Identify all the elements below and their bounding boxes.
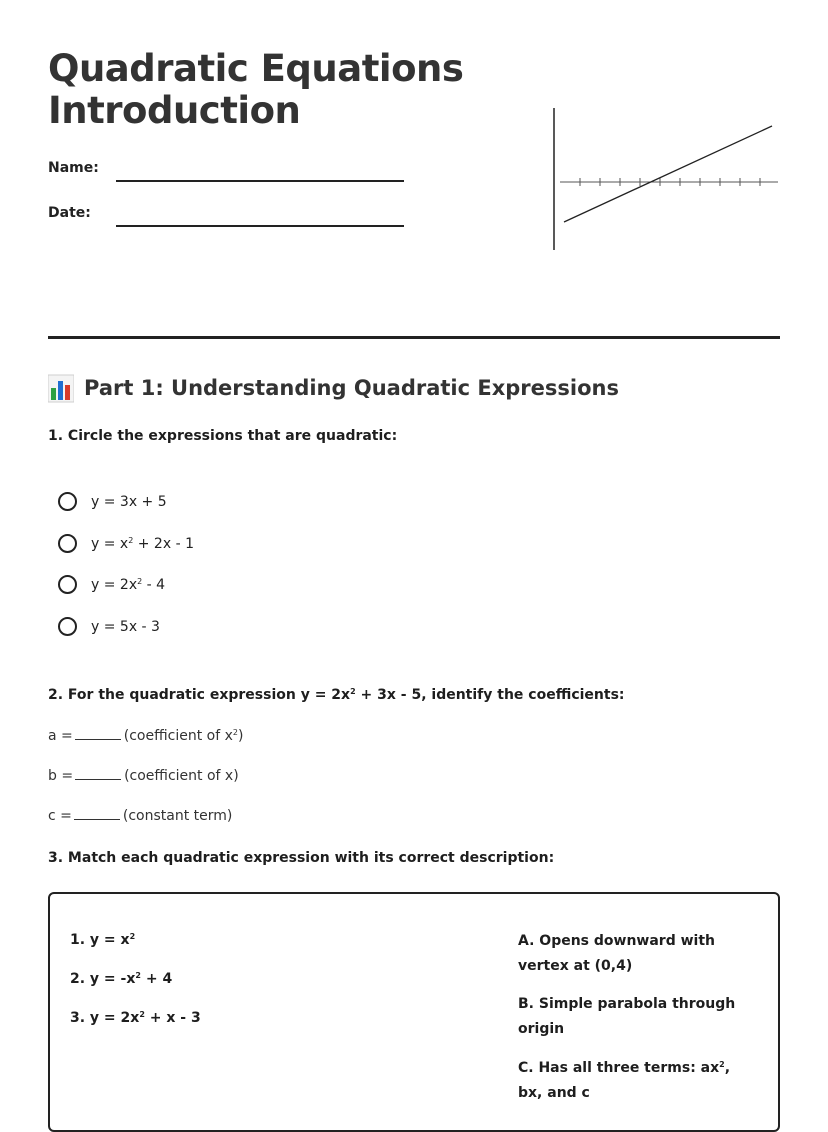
coef-c-blank[interactable] [74, 807, 120, 820]
bar-chart-icon [48, 373, 74, 403]
coef-b-row [48, 767, 239, 784]
match-description-a[interactable]: A. Opens downward with vertex at (0,4) [518, 933, 715, 974]
q1-option-1[interactable] [58, 492, 167, 511]
coef-a-blank[interactable] [75, 727, 121, 740]
match-expression-3[interactable]: 3. $y = 2x^2 + x - 3$ [70, 1010, 201, 1026]
coef-b-desc: (coefficient of x) [124, 768, 239, 784]
q2-prompt: 2. For the quadratic expression $y = 2x^2 + 3x - 5$, identify the coefficients: [48, 687, 625, 703]
worksheet-page [48, 0, 780, 1118]
coef-a-row [48, 727, 243, 744]
coef-a-desc: (coefficient of $x^2$) [123, 728, 244, 744]
matching-box [48, 892, 780, 1132]
part1-heading-text: Part 1: Understanding Quadratic Expressions [84, 376, 619, 400]
option-text: $y = 2x^2 - 4$ [91, 576, 166, 593]
q1-option-3[interactable] [58, 575, 165, 594]
match-expression-2[interactable]: 2. $y = -x^2 + 4$ [70, 971, 173, 987]
coef-c-desc: (constant term) [122, 808, 233, 824]
option-text: y = 5x - 3 [91, 618, 160, 635]
option-text: $y = x^2 + 2x - 1$ [91, 535, 194, 552]
name-field-line[interactable] [116, 180, 404, 182]
match-description-c[interactable]: C. Has all three terms: $ax^2$, bx, and c [518, 1060, 731, 1101]
option-circle[interactable] [58, 575, 77, 594]
title-line-2: Introduction [48, 89, 301, 132]
coef-b-blank[interactable] [75, 767, 121, 780]
title-line-1: Quadratic Equations [48, 47, 464, 90]
worksheet-title [48, 48, 468, 132]
match-expression-1[interactable]: 1. $y = x^2$ [70, 932, 136, 948]
linear-graph-illustration [550, 104, 782, 254]
graph-line [564, 126, 772, 222]
option-circle[interactable] [58, 617, 77, 636]
section-divider [48, 336, 780, 339]
coef-a-label: a = [48, 728, 73, 744]
match-description-b[interactable]: B. Simple parabola through origin [518, 996, 736, 1037]
name-label: Name: [48, 160, 99, 176]
date-label: Date: [48, 205, 91, 221]
coef-c-row [48, 807, 232, 824]
option-text: y = 3x + 5 [91, 493, 167, 510]
option-circle[interactable] [58, 492, 77, 511]
q1-option-4[interactable] [58, 617, 160, 636]
coef-c-label: c = [48, 808, 72, 824]
option-circle[interactable] [58, 534, 77, 553]
part1-heading [48, 373, 619, 403]
date-field-line[interactable] [116, 225, 404, 227]
q1-option-2[interactable] [58, 534, 194, 553]
q1-prompt: 1. Circle the expressions that are quadratic: [48, 428, 398, 444]
coef-b-label: b = [48, 768, 74, 784]
q3-prompt: 3. Match each quadratic expression with its correct description: [48, 850, 555, 866]
